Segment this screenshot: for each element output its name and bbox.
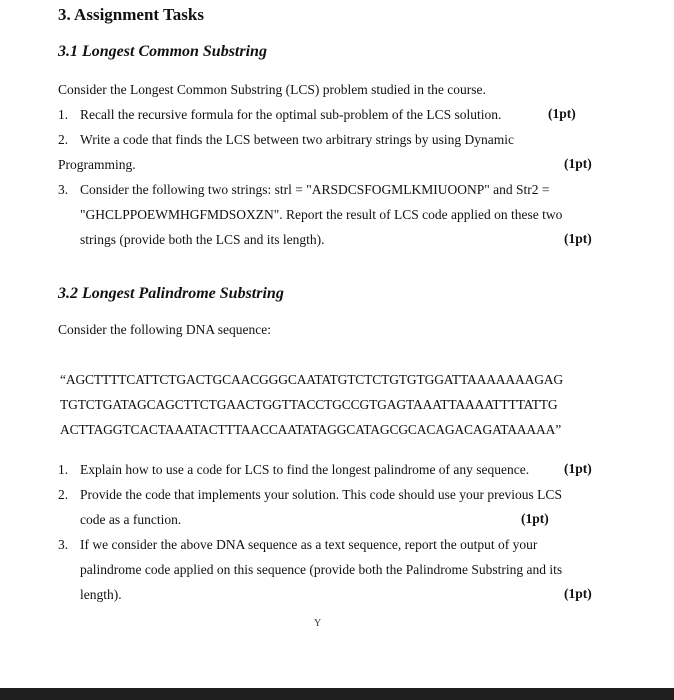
lcs-intro: Consider the Longest Common Substring (LCS) problem studied in the course. (58, 82, 486, 97)
item-text-cont: "GHCLPPOEWMHGFMDSOXZN". Report the result of LCS code applied on these two (80, 207, 563, 222)
points-label: (1pt) (564, 231, 592, 246)
item-number: 1. (58, 462, 69, 477)
item-text: Provide the code that implements your solution. This code should use your previous LCS (80, 487, 562, 502)
bottom-bar (0, 688, 674, 700)
item-text: Recall the recursive formula for the optimal sub-problem of the LCS solution. (80, 107, 502, 122)
subsection-title-palindrome: 3.2 Longest Palindrome Substring (58, 285, 284, 302)
dna-line: ACTTAGGTCACTAAATACTTTAACCAATATAGGCATAGCGCACAGACAGATAAAAA” (60, 422, 562, 437)
text-cursor-icon: Y (314, 618, 322, 629)
points-label: (1pt) (548, 106, 576, 121)
item-text-cont: Programming. (58, 157, 136, 172)
item-number: 1. (58, 107, 69, 122)
item-text: Write a code that finds the LCS between two arbitrary strings by using Dynamic (80, 132, 514, 147)
points-label: (1pt) (564, 156, 592, 171)
item-text-cont: strings (provide both the LCS and its length). (80, 232, 325, 247)
section-title: 3. Assignment Tasks (58, 5, 204, 24)
item-number: 2. (58, 132, 69, 147)
item-text: Explain how to use a code for LCS to find the longest palindrome of any sequence. (80, 462, 530, 477)
palindrome-intro: Consider the following DNA sequence: (58, 322, 271, 337)
item-number: 3. (58, 182, 69, 197)
item-text-cont: palindrome code applied on this sequence (provide both the Palindrome Substring and its (80, 562, 563, 577)
points-label: (1pt) (564, 586, 592, 601)
points-label: (1pt) (521, 511, 549, 526)
item-text-cont: code as a function. (80, 512, 182, 527)
dna-line: “AGCTTTTCATTCTGACTGCAACGGGCAATATGTCTCTGTGTGGATTAAAAAAAGAG (60, 372, 564, 387)
item-text-cont: length). (80, 587, 122, 602)
dna-line: TGTCTGATAGCAGCTTCTGAACTGGTTACCTGCCGTGAGTAAATTAAAATTTTATTG (60, 397, 558, 412)
subsection-title-lcs: 3.1 Longest Common Substring (58, 43, 267, 60)
item-text: If we consider the above DNA sequence as a text sequence, report the output of your (80, 537, 538, 552)
item-number: 3. (58, 537, 69, 552)
points-label: (1pt) (564, 461, 592, 476)
item-text: Consider the following two strings: strl = "ARSDCSFOGMLKMIUOONP" and Str2 = (80, 182, 550, 197)
item-number: 2. (58, 487, 69, 502)
